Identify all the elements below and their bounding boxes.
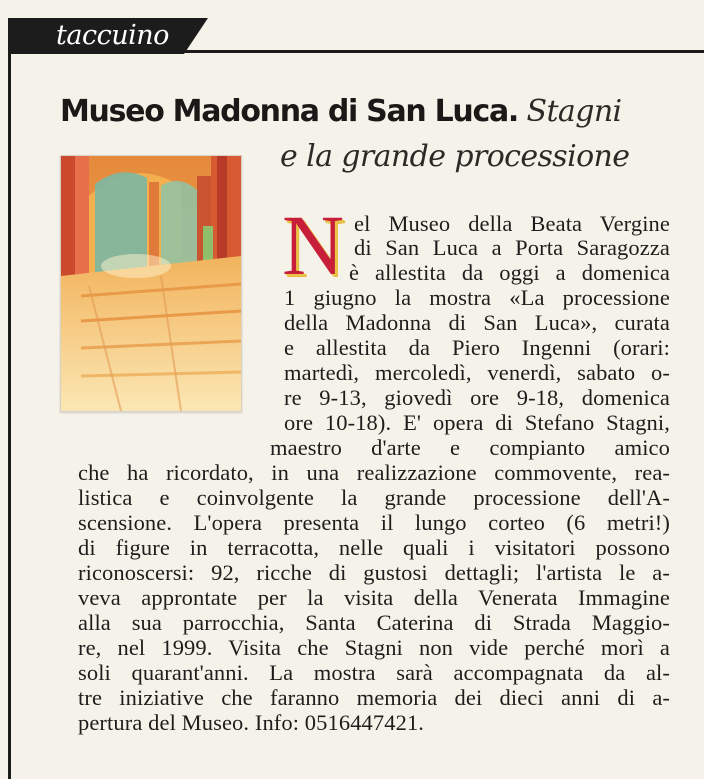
article-line: e allestita da Piero Ingenni (orari: bbox=[284, 336, 670, 360]
article-line: di San Luca a Porta Saragozza bbox=[354, 236, 670, 260]
article-line: soli quarant'anni. La mostra sarà accompagnata da al- bbox=[78, 661, 670, 685]
article-line: el Museo della Beata Vergine bbox=[354, 212, 670, 236]
article-line: tre iniziative che faranno memoria dei dieci anni di a- bbox=[78, 686, 670, 710]
article-line: listica e coinvolgente la grande processione dell'A- bbox=[78, 486, 670, 510]
headline-italic-line2: e la grande processione bbox=[280, 139, 630, 174]
article-line: di figure in terracotta, nelle quali i visitatori possono bbox=[78, 536, 670, 560]
section-label: taccuino bbox=[56, 20, 169, 51]
article-line: che ha ricordato, in una realizzazione commovente, rea- bbox=[78, 461, 670, 485]
article-line: riconoscersi: 92, ricche di gustosi dettagli; l'artista le a- bbox=[78, 561, 670, 585]
article-line: scensione. L'opera presenta il lungo corteo (6 metri!) bbox=[78, 511, 670, 535]
headline-italic: Stagni bbox=[526, 94, 622, 129]
article-line: è allestita da oggi a domenica bbox=[349, 261, 670, 285]
left-border-rule bbox=[8, 22, 11, 779]
headline-bold: Museo Madonna di San Luca. bbox=[60, 94, 519, 129]
article-line: pertura del Museo. Info: 0516447421. bbox=[78, 710, 425, 735]
article-line: della Madonna di San Luca», curata bbox=[284, 311, 670, 335]
article-line: alla sua parrocchia, Santa Caterina di Strada Maggio- bbox=[78, 611, 670, 635]
article-line: maestro d'arte e compianto amico bbox=[270, 436, 670, 460]
article-line: martedì, mercoledì, venerdì, sabato o- bbox=[284, 361, 670, 385]
article-line: 1 giugno la mostra «La processione bbox=[284, 286, 670, 310]
article-line: re, nel 1999. Visita che Stagni non vide perché morì a bbox=[78, 636, 670, 660]
article-line: ore 10-18). E' opera di Stefano Stagni, bbox=[284, 411, 670, 435]
dropcap: N bbox=[282, 197, 345, 293]
portico-painting bbox=[60, 155, 242, 412]
headline bbox=[60, 88, 680, 135]
article-line: veva approntate per la visita della Venerata Immagine bbox=[78, 586, 670, 610]
article-line: re 9-13, giovedì ore 9-18, domenica bbox=[284, 386, 670, 410]
